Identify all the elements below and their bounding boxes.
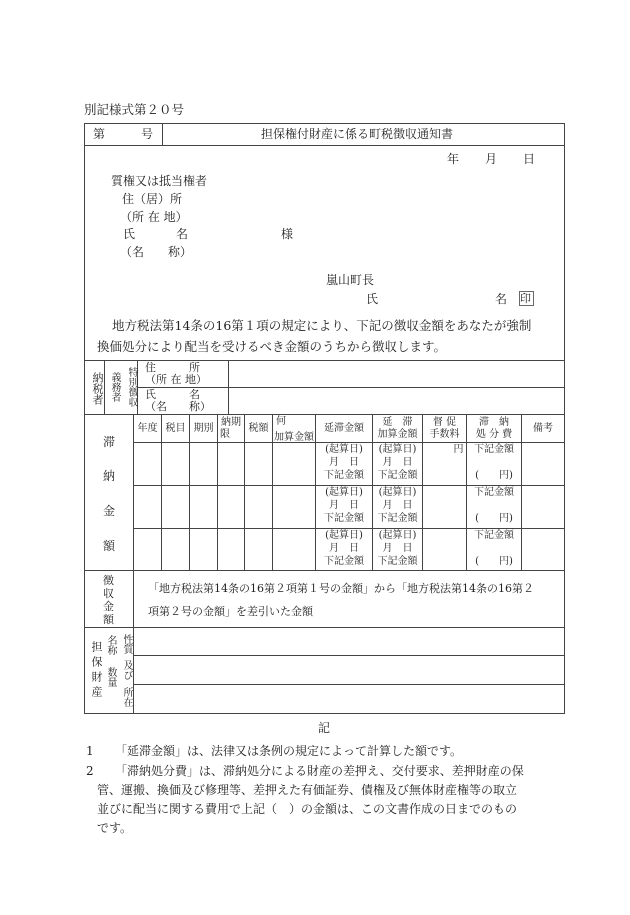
col-fiscal-year: 年度 bbox=[137, 423, 158, 434]
row3-delay-date: 月 日 bbox=[329, 543, 359, 554]
row1-delay-amount: 下記金額 bbox=[324, 470, 364, 481]
row2-disposal-paren: ( 円) bbox=[475, 513, 513, 524]
collection-label-2: 収 bbox=[103, 587, 114, 600]
collection-text-line2: 項第２号の金額」を差引いた金額 bbox=[148, 605, 313, 618]
taxpayer-address: 住 所 bbox=[145, 361, 200, 374]
row3-delay-amount: 下記金額 bbox=[324, 556, 364, 567]
row2-disposal: 下記金額 bbox=[474, 487, 514, 498]
sender-title: 嵐山町長 bbox=[326, 273, 375, 287]
note2-line3: 並びに配当に関する費用で上記（ ）の金額は、この文書作成の日までのもの bbox=[97, 802, 518, 816]
col-surcharge-b: 加算金額 bbox=[274, 432, 314, 443]
col-delay-surcharge-b: 加算金額 bbox=[377, 429, 418, 440]
row3-dsur-date: 月 日 bbox=[382, 543, 413, 554]
note2-number: 2 bbox=[86, 764, 94, 778]
row2-dsur-date: 月 日 bbox=[382, 500, 413, 511]
date-day: 日 bbox=[523, 152, 536, 166]
col-remarks: 備考 bbox=[533, 423, 553, 434]
note2-line4: です。 bbox=[97, 821, 133, 835]
row2-delay-amount: 下記金額 bbox=[324, 513, 364, 524]
taxpayer-name: 氏 名 bbox=[145, 388, 200, 401]
row1-delay-date: 月 日 bbox=[329, 457, 359, 468]
row3-dsur-amount: 下記金額 bbox=[377, 556, 418, 567]
col-delay-surcharge-a: 延 滞 bbox=[382, 417, 413, 428]
col-disposal-a: 滞 納 bbox=[479, 417, 509, 428]
collateral-label-nature: 性質 bbox=[121, 634, 132, 654]
collateral-label: 担保財産 bbox=[90, 641, 103, 701]
notes-heading: 記 bbox=[318, 721, 331, 735]
row2-delay-date: 月 日 bbox=[329, 500, 359, 511]
row1-dsur-date: 月 日 bbox=[382, 457, 413, 468]
collateral-label-location: 所在 bbox=[121, 687, 132, 707]
date-year: 年 bbox=[447, 152, 460, 166]
row3-delay-start: (起算日) bbox=[325, 530, 363, 541]
arrears-label-3: 金 bbox=[103, 504, 116, 518]
note2-line2: 管、運搬、換価及び修理等、差押えた有価証券、債権及び無体財産権等の取立 bbox=[97, 783, 518, 797]
col-disposal-b: 処 分 費 bbox=[475, 429, 513, 440]
collection-label-4: 額 bbox=[103, 613, 114, 626]
recipient-name-alt: （名 称） bbox=[120, 245, 193, 259]
note1-number: 1 bbox=[86, 744, 94, 758]
col-period: 期別 bbox=[193, 423, 214, 434]
row2-dsur-start: (起算日) bbox=[378, 487, 417, 498]
row2-dsur-amount: 下記金額 bbox=[377, 513, 418, 524]
col-delay-charge: 延滞金額 bbox=[324, 423, 364, 434]
collection-text-line1: 「地方税法第14条の16第２項第１号の金額」から「地方税法第14条の16第２ bbox=[148, 582, 534, 595]
recipient-heading: 質権又は抵当権者 bbox=[111, 174, 208, 188]
row1-dsur-start: (起算日) bbox=[378, 444, 417, 455]
collection-label-3: 金 bbox=[103, 600, 114, 613]
col-surcharge-a: 何 bbox=[276, 416, 286, 427]
col-dunning-a: 督 促 bbox=[432, 417, 457, 428]
collateral-label-name: 名称 bbox=[105, 635, 116, 655]
form-label: 別記様式第２０号 bbox=[84, 102, 185, 117]
taxpayer-name-alt: （名 称） bbox=[145, 400, 211, 413]
row3-disposal: 下記金額 bbox=[474, 530, 514, 541]
recipient-name-b: 名 bbox=[176, 227, 189, 241]
note2-line1: 「滞納処分費」は、滞納処分による財産の差押え、交付要求、差押財産の保 bbox=[115, 764, 524, 778]
col-due-date-b: 限 bbox=[220, 429, 230, 440]
taxpayer-address-alt: （所 在 地） bbox=[145, 373, 207, 386]
col-due-date-a: 納期 bbox=[221, 417, 241, 428]
recipient-address: 住（居）所 bbox=[122, 192, 183, 206]
row2-delay-start: (起算日) bbox=[325, 487, 363, 498]
note1-text: 「延滞金額」は、法律又は条例の規定によって計算した額です。 bbox=[115, 744, 463, 758]
number-label: 第 号 bbox=[93, 127, 154, 141]
col-tax-amount: 税額 bbox=[248, 423, 269, 434]
special-collection-label-b: 義務者 bbox=[109, 372, 120, 402]
document-title: 担保権付財産に係る町税徴収通知書 bbox=[261, 127, 454, 141]
special-collection-label-a: 特別徴収 bbox=[126, 367, 137, 407]
recipient-address-alt: （所 在 地） bbox=[120, 210, 188, 224]
row1-disposal-paren: ( 円) bbox=[475, 470, 513, 481]
collateral-label-qty: 数量 bbox=[105, 667, 116, 687]
row3-disposal-paren: ( 円) bbox=[475, 556, 513, 567]
row1-yen: 円 bbox=[453, 444, 464, 455]
arrears-label-4: 額 bbox=[103, 539, 116, 553]
row1-disposal: 下記金額 bbox=[474, 444, 514, 455]
collateral-label-and: 及び bbox=[121, 660, 132, 680]
row3-dsur-start: (起算日) bbox=[378, 530, 417, 541]
row1-dsur-amount: 下記金額 bbox=[377, 470, 418, 481]
body-text-line2: 換価処分により配当を受けるべき金額のうちから徴収します。 bbox=[97, 339, 447, 354]
row1-delay-start: (起算日) bbox=[325, 444, 363, 455]
seal-mark: 印 bbox=[520, 292, 531, 305]
col-dunning-b: 手数料 bbox=[429, 429, 460, 440]
body-text-line1: 地方税法第14条の16第１項の規定により、下記の徴収金額をあなたが強制 bbox=[112, 318, 532, 333]
arrears-label-2: 納 bbox=[103, 469, 116, 483]
collection-label-1: 徴 bbox=[103, 574, 114, 587]
arrears-label-1: 滞 bbox=[103, 435, 116, 449]
sender-name-b: 名 bbox=[495, 292, 508, 306]
col-tax-item: 税目 bbox=[165, 423, 186, 434]
recipient-honorific: 様 bbox=[281, 227, 294, 241]
taxpayer-label: 納税者 bbox=[91, 371, 104, 405]
date-month: 月 bbox=[485, 152, 498, 166]
recipient-name-a: 氏 bbox=[123, 227, 136, 241]
sender-name-a: 氏 bbox=[366, 292, 379, 306]
